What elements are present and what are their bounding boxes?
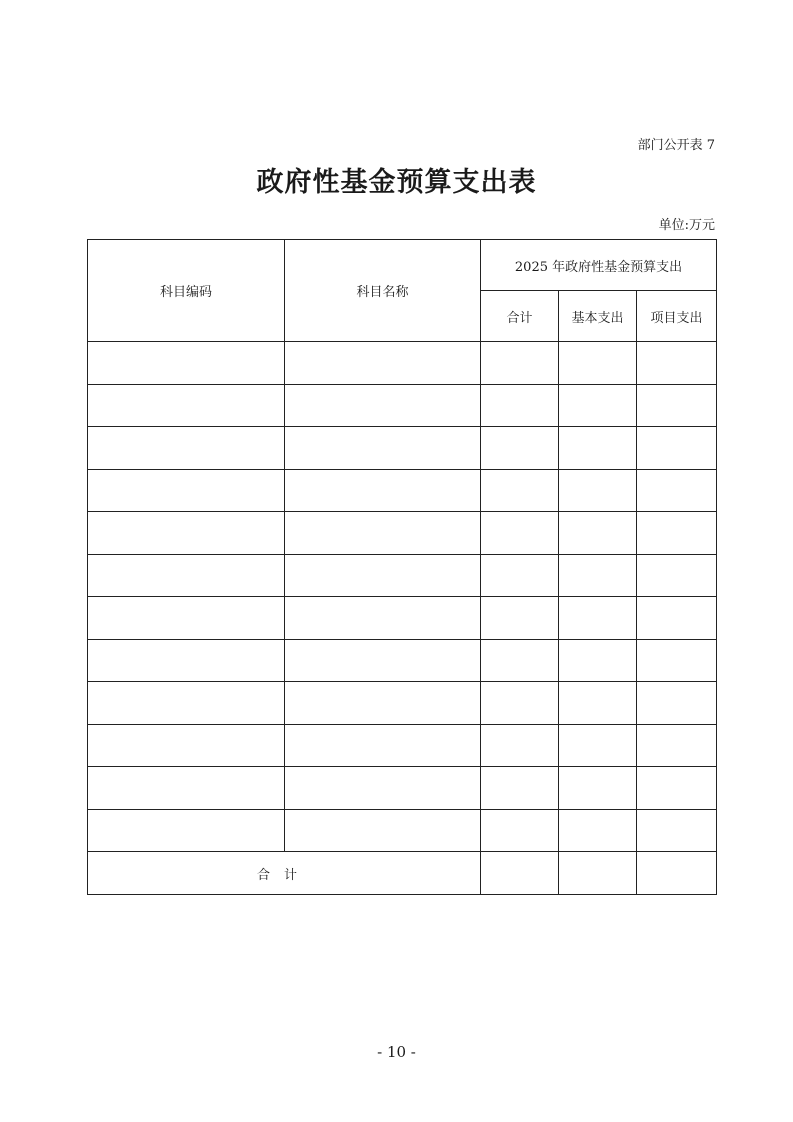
table-cell [559, 342, 637, 385]
table-cell [481, 639, 559, 682]
table-cell [88, 682, 285, 725]
header-project-expenditure: 项目支出 [637, 291, 717, 342]
header-group-expenditure: 2025 年政府性基金预算支出 [481, 240, 717, 291]
table-cell [481, 597, 559, 640]
table-row [88, 597, 717, 640]
unit-label: 单位:万元 [658, 218, 715, 233]
table-cell [285, 342, 481, 385]
header-subject-code: 科目编码 [88, 240, 285, 342]
table-cell [88, 597, 285, 640]
table-row [88, 639, 717, 682]
table-cell [88, 724, 285, 767]
table-cell [481, 724, 559, 767]
table-row [88, 427, 717, 470]
table-cell [481, 512, 559, 555]
budget-table [87, 239, 717, 895]
table-cell [559, 682, 637, 725]
table-cell [559, 384, 637, 427]
table-cell [285, 639, 481, 682]
table-row [88, 384, 717, 427]
table-row [88, 767, 717, 810]
table-cell [637, 469, 717, 512]
table-cell [559, 809, 637, 852]
total-label: 合计 [88, 852, 481, 895]
table-cell [637, 724, 717, 767]
table-cell [637, 554, 717, 597]
table-cell [559, 469, 637, 512]
table-cell [481, 342, 559, 385]
table-cell [285, 682, 481, 725]
table-cell [559, 554, 637, 597]
table-cell [559, 512, 637, 555]
table-cell [88, 342, 285, 385]
table-cell [285, 724, 481, 767]
table-cell [88, 639, 285, 682]
table-cell [481, 384, 559, 427]
table-cell [559, 639, 637, 682]
table-cell [285, 554, 481, 597]
table-row [88, 724, 717, 767]
table-cell [285, 427, 481, 470]
table-row [88, 809, 717, 852]
table-cell [559, 427, 637, 470]
page-title: 政府性基金预算支出表 [256, 167, 537, 198]
table-cell [88, 554, 285, 597]
header-subject-name: 科目名称 [285, 240, 481, 342]
table-cell [481, 469, 559, 512]
table-row [88, 554, 717, 597]
table-cell [637, 767, 717, 810]
table-row [88, 512, 717, 555]
header-total: 合计 [481, 291, 559, 342]
table-cell [637, 427, 717, 470]
table-cell [88, 512, 285, 555]
table-cell [88, 469, 285, 512]
table-cell [285, 809, 481, 852]
table-cell [637, 682, 717, 725]
table-cell [88, 767, 285, 810]
table-row [88, 682, 717, 725]
table-cell [637, 639, 717, 682]
table-number: 部门公开表 7 [637, 138, 715, 153]
table-cell [559, 767, 637, 810]
table-cell [637, 597, 717, 640]
table-cell [559, 597, 637, 640]
total-row [88, 852, 717, 895]
table-cell [637, 384, 717, 427]
table-cell [285, 767, 481, 810]
table-cell [88, 427, 285, 470]
table-cell [637, 512, 717, 555]
total-cell [559, 852, 637, 895]
table-row [88, 469, 717, 512]
table-cell [637, 809, 717, 852]
table-cell [285, 469, 481, 512]
table-cell [481, 767, 559, 810]
header-basic-expenditure: 基本支出 [559, 291, 637, 342]
table-cell [285, 384, 481, 427]
table-cell [481, 682, 559, 725]
table-cell [559, 724, 637, 767]
table-cell [637, 342, 717, 385]
table-cell [481, 427, 559, 470]
total-cell [481, 852, 559, 895]
table-cell [88, 384, 285, 427]
total-cell [637, 852, 717, 895]
page-number: - 10 - [377, 1043, 416, 1061]
table-cell [285, 512, 481, 555]
table-row [88, 342, 717, 385]
table-cell [481, 554, 559, 597]
table-cell [481, 809, 559, 852]
table-cell [88, 809, 285, 852]
table-body [88, 342, 717, 895]
table-cell [285, 597, 481, 640]
